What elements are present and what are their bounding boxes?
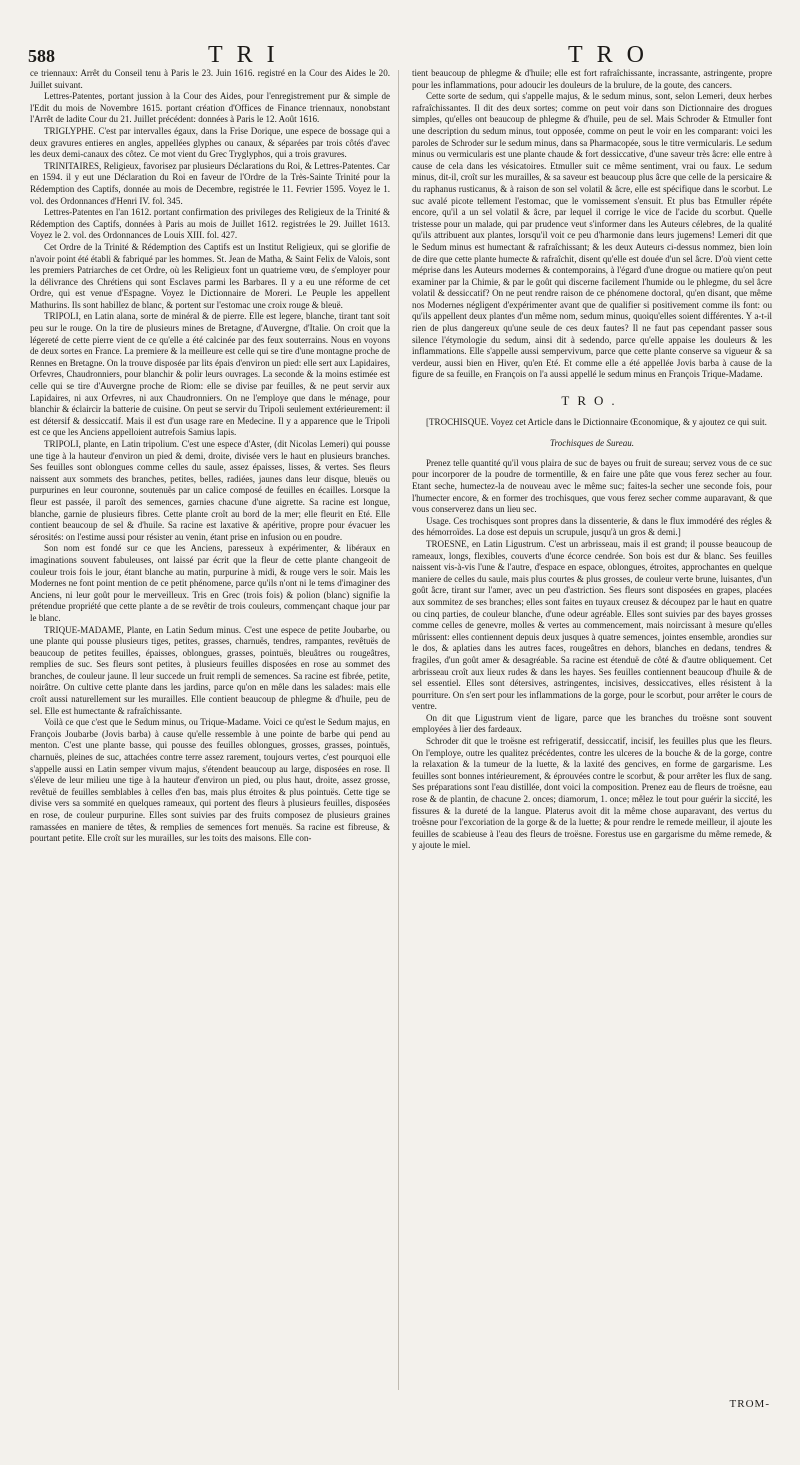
page-number: 588 bbox=[28, 46, 55, 66]
paragraph: Prenez telle quantité qu'il vous plaira de suc de bayes ou fruit de sureau; servez vous de ce suc pour incorporer de la poudre de tormentille, & en faire une pâte que vous ferez secher au four. Etant seche, humectez-la de nouveau avec le même suc; faites-la secher une seconde fois, pour l'humecter encore, & en former des trochisques, que vous ferez secher comme auparavant, & que vous conserverez dans un lieu sec. bbox=[412, 457, 772, 515]
paragraph: Schroder dit que le troësne est refrigeratif, dessiccatif, incisif, les feuilles plus que les fleurs. On l'employe, outre les qualitez précédentes, contre les ulceres de la bouche & de la gorge, contre la relaxation & la tumeur de la luette, & la laxité des gencives, en forme de gargarisme. Les feuilles sont bonnes intérieurement, & éprouvées contre le scorbut, & pour arrêter les flux de sang. Ses préparations sont l'eau distillée, dont voici la composition. Prenez eau de fleurs de troësne, eau rose & de plantin, de chacune 2. onces; diamorum, 1. once; mêlez le tout pour guérir la siccité, les fissures & la dureté de la langue. Platerus avoit dit la même chose auparavant, des vertus du troësne pour l'excoriation de la gorge & de la luette; & pour rendre le remede meilleur, il ajoute les feuilles de scabieuse à l'eau des fleurs de troësne. Forestus use en gargarisme du même remede, & y ajoute le miel. bbox=[412, 736, 772, 851]
paragraph: Usage. Ces trochisques sont propres dans la dissenterie, & dans le flux immodéré des régles & des hémorroïdes. La dose est depuis un scrupule, jusqu'à un gros & demi.] bbox=[412, 515, 772, 538]
paragraph: Son nom est fondé sur ce que les Anciens, paresseux à expérimenter, & libéraux en imaginations souvent fabuleuses, ont laissé par écrit que la fleur de cette plante changeoit de couleur trois fois le jour, étant blanche au matin, purpurine à midi, & rouge vers le soir. Mais les Modernes ne font point mention de ce petit phénomene, parce qu'ils n'ont ni le tems d'imaginer des Anciens, ni leur goût pour le merveilleux. Tris en Grec (trois fois) & polion (blanc) signifie la prétendue propriété que cette plante a de se revêtir de trois couleurs, commençant chaque jour par le blanc. bbox=[30, 543, 390, 623]
running-head-right: TRO bbox=[568, 42, 658, 68]
entry-tripoli-mineral: TRIPOLI, en Latin alana, sorte de minéral & de pierre. Elle est legere, blanche, tirant tant soit peu sur le rouge. On la tire de plusieurs mines de Bretagne, d'Auvergne, d'Italie. On croit que la légereté de cette pierre vient de ce qu'elle a été calcinée par des feux souterrains. Nous en voyons de deux sortes en France. La premiere & la meilleure est celle qui se tire d'une montagne proche de Rennes en Bretagne. On la trouve disposée par lits épais d'environ un pied: elle sert aux Lapidaires, Orfevres, Chaudronniers, pour blanchir & polir leurs ouvrages. La seconde & la moins estimée est celle qui se tire d'Auvergne proche de Riom: elle se divise par feuilles, & ne peut servir aux Lapidaires, ni aux Orfevres, ni aux Chaudronniers. On ne l'employe que dans le ménage, pour blanchir & éclaircir la batterie de cuisine. On peut se servir du Tripoli seulement extérieurement: il est détersif & dessiccatif. Mais il est d'un usage rare en Medecine. Il y a apparence que le Tripoli est ce que les Anciens appelloient autrefois Samius lapis. bbox=[30, 311, 390, 438]
entry-trique-madame: TRIQUE-MADAME, Plante, en Latin Sedum minus. C'est une espece de petite Joubarbe, ou une plante qui pousse plusieurs tiges, petites, grasses, charnuës, tendres, rampantes, revêtuës de beaucoup de petites feuilles, épaisses, oblongues, grasses, pointuës, bleuâtres ou rougeâtres, remplies de suc. Ses fleurs sont petites, à plusieurs feuilles disposées en rose au sommet des branches, de couleur jaune. Il leur succede un fruit rempli de semences. Sa racine est fibrée, petite, noirâtre. On cultive cette plante dans les jardins, parce qu'on en mêle dans les salades: mais elle croît aussi naturellement sur les murailles. Elle contient beaucoup de phlegme & d'huile, peu de sel. Elle est humectante & rafraîchissante. bbox=[30, 624, 390, 716]
left-column bbox=[30, 68, 390, 845]
paragraph: Cet Ordre de la Trinité & Rédemption des Captifs est un Institut Religieux, qui se glorifie de n'avoir point été établi & fabriqué par les hommes. St. Jean de Matha, & Saint Felix de Valois, sont les premiers Patriarches de cet Ordre, où les Religieux font un quatrieme vœu, de s'employer pour la délivrance des Chrétiens qui sont Esclaves parmi les Barbares. Il y a eu une réforme de cet Ordre, qui est venue d'Espagne. Voyez le Dictionnaire de Moreri. Le Peuple les appellent Mathurins. Ils sont habillez de blanc, & portent sur l'estomac une croix rouge & bleuë. bbox=[30, 241, 390, 310]
recipe-title: Trochisques de Sureau. bbox=[549, 438, 634, 449]
entry-triglyphe: TRIGLYPHE. C'est par intervalles égaux, dans la Frise Dorique, une espece de bossage qui a deux gravures entieres en angles, appellées glyphes ou canaux, & séparées par trois côtés d'avec les deux demi-canaux des côtez. Ce mot vient du Grec Tryglyphos, qui a trois gravures. bbox=[30, 125, 390, 160]
bracket-note: [TROCHISQUE. Voyez cet Article dans le Dictionnaire Œconomique, & y ajoutez ce qui suit. bbox=[426, 416, 767, 427]
paragraph: Voilà ce que c'est que le Sedum minus, ou Trique-Madame. Voici ce qu'est le Sedum majus, en François Joubarbe (Jovis barba) à cause qu'elle ressemble à une pointe de barbe qui pend au menton. C'est une plante basse, qui pousse des feuilles oblongues, grosses, grasses, pointuës, charnuës, pleines de suc, attachées contre terre assez rarement, toujours vertes, c'est pourquoi elle s'appelle aussi en Latin semper vivum majus, s'étendent beaucoup au large, disposées en rose. Il s'éleve de leur milieu une tige à la hauteur d'environ un pied, ou plus haut, droite, assez grosse, revêtuë de feuilles semblables à celles d'en bas, mais plus étroites & plus pointuës. Cette tige se divise vers sa sommité en quelques rameaux, qui portent des fleurs à plusieurs feuilles, disposées en rose, de couleur purpurine. Elles sont suivies par des fruits composez de plusieurs graines ramassées en maniere de têtes, & remplies de semences fort menuës. Sa racine est fibreuse, & pourtant petite. Elle croît sur les murailles, sur les toits des maisons. Elle con- bbox=[30, 717, 390, 844]
paragraph: On dit que Ligustrum vient de ligare, parce que les branches du troësne sont souvent employées à lier des fardeaux. bbox=[412, 712, 772, 735]
column-divider bbox=[398, 70, 399, 1390]
entry-trinitaires: TRINITAIRES, Religieux, favorisez par plusieurs Déclarations du Roi, & Lettres-Patentes. Car en 1594. il y eut une Déclaration du Roi en faveur de l'Ordre de la Très-Sainte Trinité pour la Rédemption des Captifs, donnée au mois de Decembre, registrée le 11. Fevrier 1595. Voyez le 1. vol. des Ordonnances d'Henri IV. fol. 345. bbox=[30, 160, 390, 206]
right-column bbox=[412, 68, 772, 852]
catchword: TROM- bbox=[729, 1398, 770, 1410]
section-heading: TRO. bbox=[561, 393, 623, 409]
entry-tripoli-plante: TRIPOLI, plante, en Latin tripolium. C'est une espece d'Aster, (dit Nicolas Lemeri) qui pousse une tige à la hauteur d'environ un pied & demi, droite, divisée vers le haut en plusieurs branches. Ses feuilles sont oblongues comme celles du saule, assez épaisses, lisses, & vertes. Ses fleurs naissent aux sommets des branches, petites, belles, radiées, jaunes dans leur disque, bleuës ou purpurines en leur couronne, soutenuës par un calice composé de feuilles en écailles. Lorsque la fleur est passée, il paroît des semences, garnies chacune d'une aigrette. Sa racine est longue, blanche, garnie de plusieurs fibres. Cette plante croît au bord de la mer; elle fleurit en Eté. Elle contient beaucoup de sel & d'huile. Sa racine est laxative & apéritive, propre pour évacuer les sérosités: on l'estime aussi pour résister au venin, étant prise en infusion ou en poudre. bbox=[30, 439, 390, 542]
paragraph: tient beaucoup de phlegme & d'huile; elle est fort rafraîchissante, incrassante, astringente, propre pour les inflammations, pour adoucir les douleurs de la brulure, de la goute, des cancers. bbox=[412, 68, 772, 90]
paragraph: Cette sorte de sedum, qui s'appelle majus, & le sedum minus, sont, selon Lemeri, deux herbes rafraîchissantes. Il dit des deux sortes; comme on peut voir dans son Dictionnaire des drogues simples, qu'elles ont beaucoup de phlegme & d'huile, peu de sel. Mais Schroder & Etmuller font une description du sedum minus, tout opposée, comme on peut le voir en les comparant: voici les paroles de Schroder sur le sedum minus, dans sa Pharmacopée, sous le titre vermicularis. Le sedum minus ou vermicularis est une plante chaude & fort dessiccative, d'une saveur très âcre: elle entre à cause de cela dans les vésicatoires. Etmuller suit ce même sentiment, vrai ou faux. Le sedum minus, dit-il, croît sur les murailles, & sa saveur est beaucoup plus âcre que celle de la persicaire & du raphanus rusticanus, & à raison de son sel volatil & âcre, elle est spécifique dans le scorbut. Le suc avalé picote tellement l'estomac, que le vomissement s'ensuit. Et plus bas Etmuller répéte encore, qu'il a un sel volatil & âcre, par lequel il corrige le vice de l'acide du scorbut. Quelle tristesse pour un malade, qui par prudence veut s'informer dans les Auteurs célebres, de la qualité qu'ils attribuent aux plantes, lorsqu'il voit ce peu d'harmonie dans leurs jugemens! Lemeri dit que le Sedum minus est humectant & rafraîchissant; & les deux Auteurs ci-dessus nommez, bien loin de dire que cette plante humecte & rafraîchit, disent qu'elle est douée d'un sel âcre. D'où vient cette méprise dans les Auteurs modernes & contemporains, à l'égard d'une drogue ou matiere qu'on peut examiner par la Chimie, & par le goût qui discerne facilement l'humide ou le phlegme, du sel âcre volatil & dessiccatif? On ne peut rendre raison de ce phénomene doctoral, qu'en disant, que même nos Modernes négligent d'expérimenter avant que de qualifier si positivement comme ils font: ou qu'ils appellent deux plantes d'un même nom, sedum minus, quoiqu'elles soient différentes. Y a-t-il rien de plus dangereux qu'une seule de ces deux fautes? Il ne faut pas cependant passer sous silence l'étymologie du sedum, ainsi dit à sedendo, parce qu'elle appaise les douleurs & les inflammations. Elle s'appelle aussi sempervivum, parce que cette plante conserve sa vigueur & sa verdeur, aussi bien en Hiver, qu'en Eté. Et comme elle a été appellée Jovis barba à cause de la figure de sa feuille, en François on l'a aussi appellé le sedum minus en François Trique-Madame. bbox=[412, 91, 772, 380]
paragraph: Lettres-Patentes, portant jussion à la Cour des Aides, pour l'enregistrement pur & simple de l'Edit du mois de Novembre 1615. portant création d'Offices de Finance triennaux, nonobstant l'Arrêt de ladite Cour du 21. Juillet précédent: données à Paris le 12. Août 1616. bbox=[30, 91, 390, 125]
paragraph: Lettres-Patentes en l'an 1612. portant confirmation des privileges des Religieux de la Trinité & Rédemption des Captifs, données à Paris au mois de Juillet 1612. registrées le 29. Juillet 1613. Voyez le 2. vol. des Ordonnances de Louis XIII. fol. 427. bbox=[30, 207, 390, 241]
entry-troesne: TROESNE, en Latin Ligustrum. C'est un arbrisseau, mais il est grand; il pousse beaucoup de rameaux, longs, flexibles, couverts d'une écorce cendrée. Son bois est dur & blanc. Ses feuilles naissent vis-à-vis l'une & l'autre, d'espace en espace, oblongues, étroites, approchantes en quelque maniere de celles du saule, mais plus courtes & plus grosses, de couleur verte brune, luisantes, d'un goût âcre, tirant sur l'amer, avec un peu d'astriction. Ses fleurs sont disposées en grapes, placées aux sommitez de ses branches; elles sont faites en tuyaux creusez & découpez par le haut en quatre ou cinq parties, de couleur blanche, d'une odeur agréable. Elles sont suivies par des bayes grosses comme celles de genevre, molles & vertes au commencement, mais noircissant à mesure qu'elles mûrissent: elles contiennent depuis deux jusques à quatre semences, jointes ensemble, arondies sur le dos, & aplaties dans les autres faces, rougeâtres en dehors, blanches en dedans, tendres & fragiles, d'un goût amer & desagréable. Sa racine est étenduë de côté & d'autre obliquement. Cet arbrisseau croît aux lieux rudes & dans les hayes. Ses feuilles contiennent beaucoup d'huile & de sel essentiel. Elles sont détersives, astringentes, incisives, dessiccatives, elles résistent à la pourriture. On s'en sert pour les inflammations de la gorge, pour le scorbut, pour arrêter le cours de ventre. bbox=[412, 538, 772, 712]
paragraph: ce triennaux: Arrêt du Conseil tenu à Paris le 23. Juin 1616. registré en la Cour des Aides le 20. Juillet suivant. bbox=[30, 68, 390, 90]
running-head-left: TRI bbox=[208, 42, 289, 68]
